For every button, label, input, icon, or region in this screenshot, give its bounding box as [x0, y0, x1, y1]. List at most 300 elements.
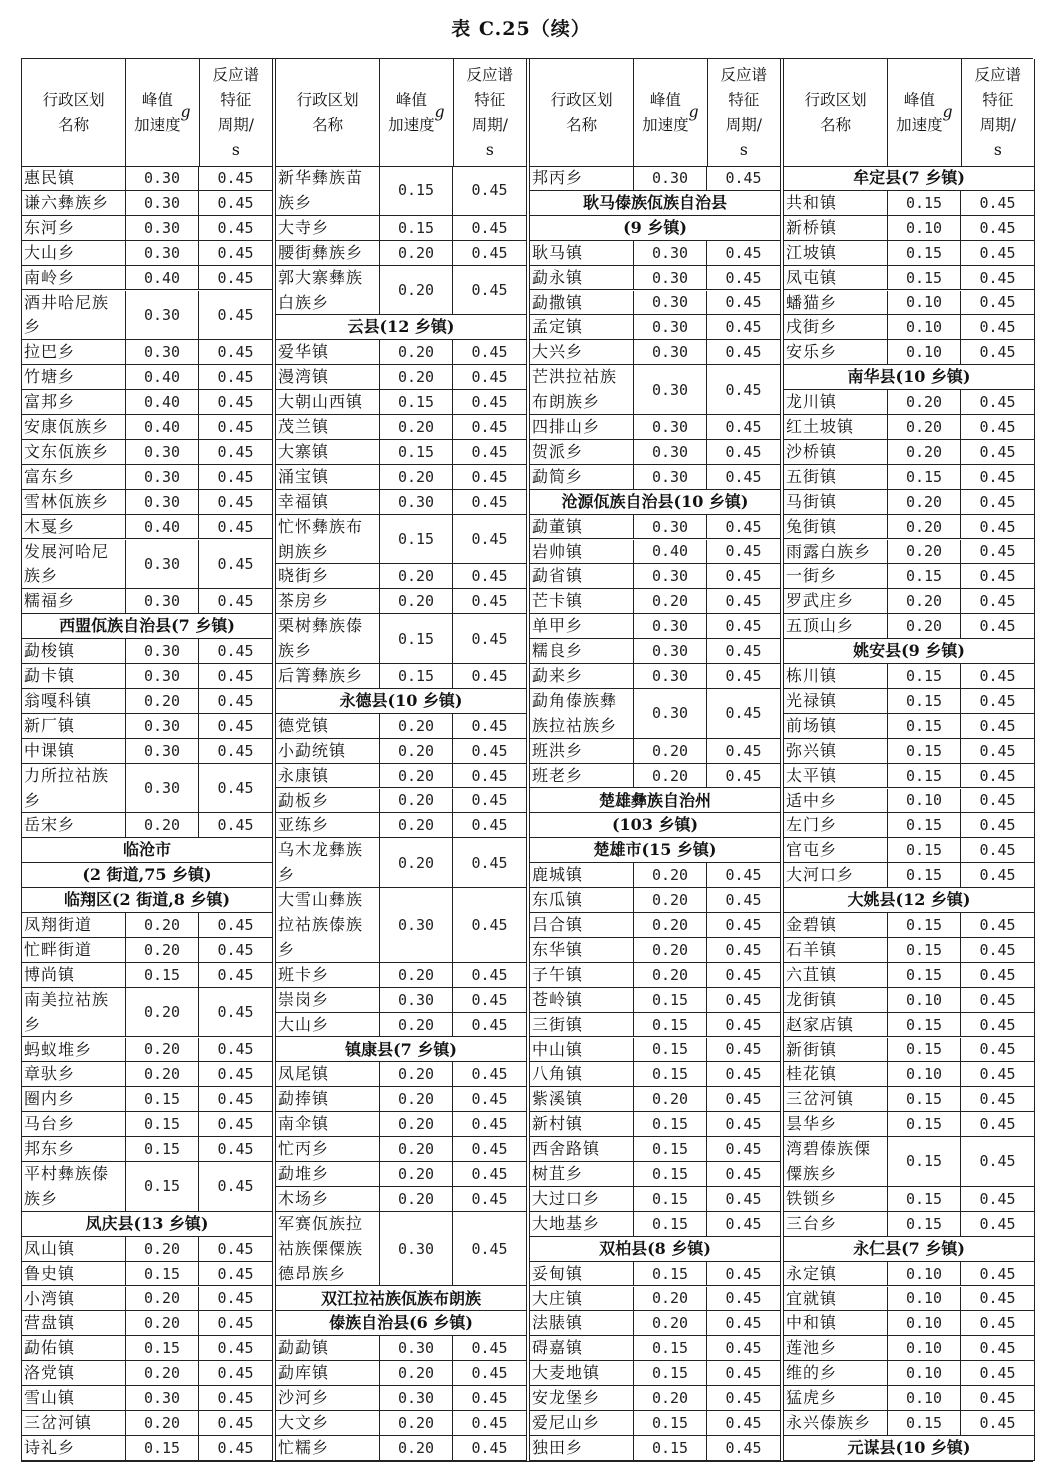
- cell-period: 0.45: [471, 915, 508, 934]
- cell-period: 0.45: [217, 1040, 254, 1059]
- cell-period: 0.45: [471, 1189, 508, 1208]
- cell-period: 0.45: [217, 1003, 254, 1022]
- table-row: [22, 291, 272, 341]
- cell-period: 0.45: [979, 293, 1016, 312]
- cell-period: 0.45: [725, 666, 762, 685]
- cell-name: 后箐彝族乡: [276, 664, 380, 688]
- cell-period: 0.45: [725, 517, 762, 536]
- cell-name: 凤屯镇: [784, 266, 888, 290]
- cell-name: 蟠猫乡: [784, 291, 888, 315]
- cell-name: 勐永镇: [530, 266, 634, 290]
- cell-period: 0.45: [979, 1214, 1016, 1233]
- cell-pga: 0.15: [380, 664, 453, 688]
- cell-period: 0.45: [725, 1065, 762, 1084]
- cell-name: 新厂镇: [22, 714, 126, 738]
- cell-name: 蚂蚁堆乡: [22, 1038, 126, 1062]
- cell-pga: 0.20: [380, 266, 453, 315]
- cell-pga: 0.15: [888, 714, 961, 738]
- cell-pga: 0.30: [634, 515, 707, 539]
- section-heading: 傣族自治县(6 乡镇): [276, 1311, 526, 1336]
- cell-name: 大寺乡: [276, 216, 380, 240]
- cell-pga: 0.10: [888, 340, 961, 364]
- header-name: 行政区划 名称: [22, 59, 126, 166]
- cell-pga: 0.30: [126, 714, 199, 738]
- table-row: [784, 1287, 1034, 1312]
- cell-pga: 0.15: [888, 813, 961, 837]
- cell-name: 新华彝族苗族乡: [276, 166, 380, 215]
- cell-pga: 0.40: [126, 515, 199, 539]
- table-row: [276, 1137, 526, 1162]
- cell-pga: 0.20: [634, 938, 707, 962]
- table-row: [530, 639, 780, 664]
- cell-period: 0.45: [725, 1214, 762, 1233]
- cell-period: 0.45: [725, 1140, 762, 1159]
- cell-name: 子午镇: [530, 963, 634, 987]
- cell-period: 0.45: [217, 193, 254, 212]
- cell-period: 0.45: [217, 1438, 254, 1457]
- cell-pga: 0.40: [126, 266, 199, 290]
- table-row: [530, 540, 780, 565]
- cell-name: 勐角傣族彝族拉祜族乡: [530, 689, 634, 738]
- cell-name: 新村镇: [530, 1112, 634, 1136]
- cell-period: 0.45: [979, 716, 1016, 735]
- cell-period: 0.45: [471, 343, 508, 362]
- cell-name: 岳宋乡: [22, 813, 126, 837]
- cell-pga: 0.20: [634, 1087, 707, 1111]
- cell-pga: 0.30: [380, 490, 453, 514]
- cell-period: 0.45: [217, 467, 254, 486]
- cell-name: 太平镇: [784, 764, 888, 788]
- cell-pga: 0.15: [888, 465, 961, 489]
- table-row: [530, 1287, 780, 1312]
- cell-pga: 0.30: [634, 291, 707, 315]
- section-heading: 楚雄彝族自治州: [530, 789, 780, 814]
- cell-pga: 0.20: [126, 1237, 199, 1261]
- cell-name: 小湾镇: [22, 1287, 126, 1311]
- cell-pga: 0.30: [634, 664, 707, 688]
- cell-pga: 0.15: [888, 664, 961, 688]
- table-row: [530, 415, 780, 440]
- cell-pga: 0.30: [126, 664, 199, 688]
- cell-pga: 0.15: [380, 440, 453, 464]
- table-row: [276, 1436, 526, 1461]
- cell-pga: 0.15: [634, 1013, 707, 1037]
- header-pga: 峰值 加速度 g: [380, 59, 453, 166]
- cell-pga: 0.10: [888, 988, 961, 1012]
- header-period: 反应谱 特征 周期/ s: [466, 65, 514, 159]
- cell-pga: 0.20: [380, 714, 453, 738]
- cell-name: 茂兰镇: [276, 415, 380, 439]
- table-row: [276, 166, 526, 216]
- cell-period: 0.45: [471, 1364, 508, 1383]
- cell-name: 发展河哈尼族乡: [22, 540, 126, 589]
- cell-period: 0.45: [725, 343, 762, 362]
- cell-period: 0.45: [979, 915, 1016, 934]
- cell-pga: 0.20: [126, 813, 199, 837]
- cell-pga: 0.20: [380, 1087, 453, 1111]
- cell-name: 大过口乡: [530, 1187, 634, 1211]
- cell-name: 吕合镇: [530, 913, 634, 937]
- cell-pga: 0.15: [888, 266, 961, 290]
- cell-name: 邦丙乡: [530, 166, 634, 190]
- cell-period: 0.45: [979, 691, 1016, 710]
- cell-name: 树苴乡: [530, 1162, 634, 1186]
- cell-pga: 0.30: [126, 216, 199, 240]
- cell-period: 0.45: [725, 542, 762, 561]
- cell-period: 0.45: [979, 1015, 1016, 1034]
- table-row: [530, 1262, 780, 1287]
- cell-pga: 0.30: [126, 1386, 199, 1410]
- cell-period: 0.45: [471, 816, 508, 835]
- table-header: [276, 59, 526, 167]
- cell-period: 0.45: [217, 1413, 254, 1432]
- cell-pga: 0.15: [888, 1187, 961, 1211]
- cell-period: 0.45: [217, 940, 254, 959]
- cell-name: 勐简乡: [530, 465, 634, 489]
- cell-name: 德党镇: [276, 714, 380, 738]
- table-row: [530, 1361, 780, 1386]
- table-row: [22, 465, 272, 490]
- cell-name: 新街镇: [784, 1038, 888, 1062]
- cell-period: 0.45: [979, 1152, 1016, 1171]
- cell-pga: 0.10: [888, 1287, 961, 1311]
- table-row: [22, 1436, 272, 1461]
- table-row: [22, 589, 272, 614]
- cell-period: 0.45: [471, 1339, 508, 1358]
- cell-name: 幸福镇: [276, 490, 380, 514]
- section-heading: 双柏县(8 乡镇): [530, 1237, 780, 1262]
- cell-pga: 0.10: [888, 1262, 961, 1286]
- cell-name: 永康镇: [276, 764, 380, 788]
- cell-period: 0.45: [725, 1040, 762, 1059]
- cell-period: 0.45: [471, 280, 508, 299]
- table-row: [784, 664, 1034, 689]
- cell-pga: 0.20: [380, 365, 453, 389]
- table-row: [22, 191, 272, 216]
- cell-period: 0.45: [979, 741, 1016, 760]
- cell-period: 0.45: [725, 766, 762, 785]
- cell-pga: 0.15: [126, 1112, 199, 1136]
- cell-name: 文东佤族乡: [22, 440, 126, 464]
- cell-pga: 0.15: [126, 1336, 199, 1360]
- table-row: [784, 813, 1034, 838]
- cell-period: 0.45: [979, 1264, 1016, 1283]
- cell-period: 0.45: [725, 1389, 762, 1408]
- table-row: [530, 1386, 780, 1411]
- cell-name: 妥甸镇: [530, 1262, 634, 1286]
- table-row: [22, 1361, 272, 1386]
- cell-name: 大文乡: [276, 1411, 380, 1435]
- table-row: [530, 1062, 780, 1087]
- table-row: [784, 1087, 1034, 1112]
- cell-name: 维的乡: [784, 1361, 888, 1385]
- table-row: [276, 1411, 526, 1436]
- cell-name: 班洪乡: [530, 739, 634, 763]
- table-row: [276, 340, 526, 365]
- cell-name: 宜就镇: [784, 1287, 888, 1311]
- cell-pga: 0.20: [380, 739, 453, 763]
- cell-pga: 0.15: [888, 191, 961, 215]
- cell-pga: 0.15: [888, 1087, 961, 1111]
- table-row: [276, 515, 526, 565]
- table-row: [276, 564, 526, 589]
- cell-period: 0.45: [217, 417, 254, 436]
- cell-period: 0.45: [725, 915, 762, 934]
- table-row: [530, 888, 780, 913]
- cell-name: 永兴傣族乡: [784, 1411, 888, 1435]
- cell-pga: 0.20: [634, 1311, 707, 1335]
- cell-period: 0.45: [217, 691, 254, 710]
- section-heading: 南华县(10 乡镇): [784, 365, 1034, 390]
- cell-period: 0.45: [471, 368, 508, 387]
- cell-pga: 0.20: [380, 241, 453, 265]
- table-row: [22, 913, 272, 938]
- table-row: [22, 266, 272, 291]
- cell-pga: 0.15: [634, 1436, 707, 1460]
- cell-pga: 0.30: [634, 639, 707, 663]
- cell-pga: 0.15: [888, 938, 961, 962]
- cell-period: 0.45: [217, 554, 254, 573]
- cell-period: 0.45: [725, 1015, 762, 1034]
- cell-name: 沙桥镇: [784, 440, 888, 464]
- cell-period: 0.45: [471, 417, 508, 436]
- section-heading: 元谋县(10 乡镇): [784, 1436, 1034, 1461]
- cell-pga: 0.30: [634, 340, 707, 364]
- cell-name: 茶房乡: [276, 589, 380, 613]
- cell-pga: 0.15: [634, 1361, 707, 1385]
- section-heading: 姚安县(9 乡镇): [784, 639, 1034, 664]
- cell-pga: 0.30: [634, 465, 707, 489]
- cell-period: 0.45: [725, 1164, 762, 1183]
- table-row: [276, 963, 526, 988]
- cell-name: 戌街乡: [784, 315, 888, 339]
- section-heading: 临翔区(2 街道,8 乡镇): [22, 888, 272, 913]
- cell-pga: 0.15: [126, 1262, 199, 1286]
- cell-name: 勐卡镇: [22, 664, 126, 688]
- cell-pga: 0.20: [380, 764, 453, 788]
- cell-name: 翁嘎科镇: [22, 689, 126, 713]
- cell-name: 腰街彝族乡: [276, 241, 380, 265]
- table-row: [784, 490, 1034, 515]
- cell-pga: 0.20: [380, 963, 453, 987]
- section-heading: 凤庆县(13 乡镇): [22, 1212, 272, 1237]
- table-row: [784, 440, 1034, 465]
- table-row: [530, 1112, 780, 1137]
- cell-period: 0.45: [217, 305, 254, 324]
- cell-name: 石羊镇: [784, 938, 888, 962]
- table-row: [784, 863, 1034, 888]
- cell-period: 0.45: [471, 629, 508, 648]
- cell-pga: 0.15: [380, 515, 453, 564]
- cell-period: 0.45: [217, 1314, 254, 1333]
- cell-period: 0.45: [979, 940, 1016, 959]
- cell-name: 莲池乡: [784, 1336, 888, 1360]
- cell-name: 郭大寨彝族白族乡: [276, 266, 380, 315]
- cell-pga: 0.20: [634, 913, 707, 937]
- cell-name: 孟定镇: [530, 315, 634, 339]
- table-row: [22, 1087, 272, 1112]
- cell-pga: 0.20: [888, 415, 961, 439]
- table-row: [784, 216, 1034, 241]
- table-row: [784, 739, 1034, 764]
- header-name: 行政区划 名称: [276, 59, 380, 166]
- cell-period: 0.45: [725, 741, 762, 760]
- cell-name: 糯良乡: [530, 639, 634, 663]
- table-row: [276, 1212, 526, 1287]
- cell-pga: 0.30: [634, 365, 707, 414]
- cell-name: 大兴乡: [530, 340, 634, 364]
- cell-period: 0.45: [471, 1438, 508, 1457]
- cell-pga: 0.15: [634, 1137, 707, 1161]
- cell-pga: 0.15: [126, 1436, 199, 1460]
- cell-name: 木戛乡: [22, 515, 126, 539]
- cell-name: 沙河乡: [276, 1386, 380, 1410]
- cell-period: 0.45: [725, 1289, 762, 1308]
- table-row: [276, 1162, 526, 1187]
- cell-name: 凤山镇: [22, 1237, 126, 1261]
- cell-name: 涌宝镇: [276, 465, 380, 489]
- table-row: [276, 365, 526, 390]
- cell-name: 前场镇: [784, 714, 888, 738]
- cell-period: 0.45: [979, 1413, 1016, 1432]
- table-row: [276, 1336, 526, 1361]
- cell-period: 0.45: [725, 168, 762, 187]
- cell-name: 大朝山西镇: [276, 390, 380, 414]
- table-row: [22, 938, 272, 963]
- table-row: [784, 1038, 1034, 1063]
- table-row: [530, 1187, 780, 1212]
- section-heading: (9 乡镇): [530, 216, 780, 241]
- table-row: [22, 415, 272, 440]
- table-row: [784, 1112, 1034, 1137]
- cell-period: 0.45: [979, 1090, 1016, 1109]
- cell-period: 0.45: [979, 1339, 1016, 1358]
- cell-pga: 0.15: [380, 216, 453, 240]
- cell-period: 0.45: [979, 442, 1016, 461]
- cell-name: 芒洪拉祜族布朗族乡: [530, 365, 634, 414]
- table-row: [784, 266, 1034, 291]
- section-heading: 楚雄市(15 乡镇): [530, 838, 780, 863]
- cell-period: 0.45: [471, 1115, 508, 1134]
- cell-name: 勐堆乡: [276, 1162, 380, 1186]
- cell-period: 0.45: [725, 1314, 762, 1333]
- cell-name: 龙川镇: [784, 390, 888, 414]
- cell-name: 猛虎乡: [784, 1386, 888, 1410]
- cell-period: 0.45: [471, 467, 508, 486]
- cell-name: 永定镇: [784, 1262, 888, 1286]
- cell-pga: 0.10: [888, 291, 961, 315]
- cell-name: 谦六彝族乡: [22, 191, 126, 215]
- cell-name: 新桥镇: [784, 216, 888, 240]
- cell-name: 南岭乡: [22, 266, 126, 290]
- table-row: [22, 1237, 272, 1262]
- table-column: [529, 59, 781, 1461]
- cell-name: 邦东乡: [22, 1137, 126, 1161]
- cell-pga: 0.30: [634, 415, 707, 439]
- table-row: [530, 1162, 780, 1187]
- table-row: [530, 1336, 780, 1361]
- cell-name: 竹塘乡: [22, 365, 126, 389]
- cell-pga: 0.15: [634, 988, 707, 1012]
- cell-pga: 0.30: [126, 490, 199, 514]
- cell-pga: 0.20: [126, 913, 199, 937]
- cell-pga: 0.15: [634, 1212, 707, 1236]
- cell-pga: 0.30: [126, 540, 199, 589]
- table-row: [530, 1311, 780, 1336]
- table-row: [530, 1038, 780, 1063]
- cell-period: 0.45: [217, 642, 254, 661]
- cell-pga: 0.20: [380, 465, 453, 489]
- table-row: [22, 1112, 272, 1137]
- table-row: [530, 166, 780, 191]
- cell-name: 亚练乡: [276, 813, 380, 837]
- cell-period: 0.45: [217, 965, 254, 984]
- cell-pga: 0.30: [126, 764, 199, 813]
- table-row: [784, 789, 1034, 814]
- cell-pga: 0.20: [126, 938, 199, 962]
- table-row: [784, 564, 1034, 589]
- cell-name: 大地基乡: [530, 1212, 634, 1236]
- cell-period: 0.45: [471, 990, 508, 1009]
- cell-pga: 0.30: [126, 465, 199, 489]
- table-row: [22, 241, 272, 266]
- cell-pga: 0.20: [380, 1112, 453, 1136]
- cell-period: 0.45: [725, 467, 762, 486]
- cell-pga: 0.30: [634, 315, 707, 339]
- table-row: [22, 440, 272, 465]
- cell-period: 0.45: [471, 666, 508, 685]
- table-row: [784, 291, 1034, 316]
- cell-pga: 0.30: [634, 266, 707, 290]
- table-row: [276, 838, 526, 888]
- cell-period: 0.45: [979, 343, 1016, 362]
- cell-name: 凤尾镇: [276, 1062, 380, 1086]
- table-row: [784, 415, 1034, 440]
- cell-name: 雨露白族乡: [784, 540, 888, 564]
- cell-name: 大寨镇: [276, 440, 380, 464]
- table-row: [22, 1287, 272, 1312]
- cell-name: 湾碧傣族傈僳族乡: [784, 1137, 888, 1186]
- section-heading: 永德县(10 乡镇): [276, 689, 526, 714]
- cell-period: 0.45: [979, 218, 1016, 237]
- cell-name: 马台乡: [22, 1112, 126, 1136]
- section-heading: 镇康县(7 乡镇): [276, 1038, 526, 1063]
- cell-pga: 0.30: [126, 166, 199, 190]
- cell-name: 大麦地镇: [530, 1361, 634, 1385]
- table-row: [276, 714, 526, 739]
- cell-name: 鹿城镇: [530, 863, 634, 887]
- cell-period: 0.45: [979, 542, 1016, 561]
- cell-pga: 0.30: [634, 564, 707, 588]
- table-row: [784, 614, 1034, 639]
- table-row: [276, 465, 526, 490]
- cell-pga: 0.20: [380, 813, 453, 837]
- cell-pga: 0.20: [888, 515, 961, 539]
- cell-name: 糯福乡: [22, 589, 126, 613]
- cell-period: 0.45: [979, 1065, 1016, 1084]
- section-heading: 双江拉祜族佤族布朗族: [276, 1287, 526, 1312]
- cell-pga: 0.15: [888, 1212, 961, 1236]
- cell-pga: 0.15: [380, 166, 453, 215]
- cell-name: 六苴镇: [784, 963, 888, 987]
- table-row: [22, 340, 272, 365]
- section-heading: 永仁县(7 乡镇): [784, 1237, 1034, 1262]
- cell-name: 贺派乡: [530, 440, 634, 464]
- header-period: 反应谱 特征 周期/ s: [974, 65, 1022, 159]
- cell-period: 0.45: [217, 666, 254, 685]
- table-row: [530, 764, 780, 789]
- cell-pga: 0.30: [126, 589, 199, 613]
